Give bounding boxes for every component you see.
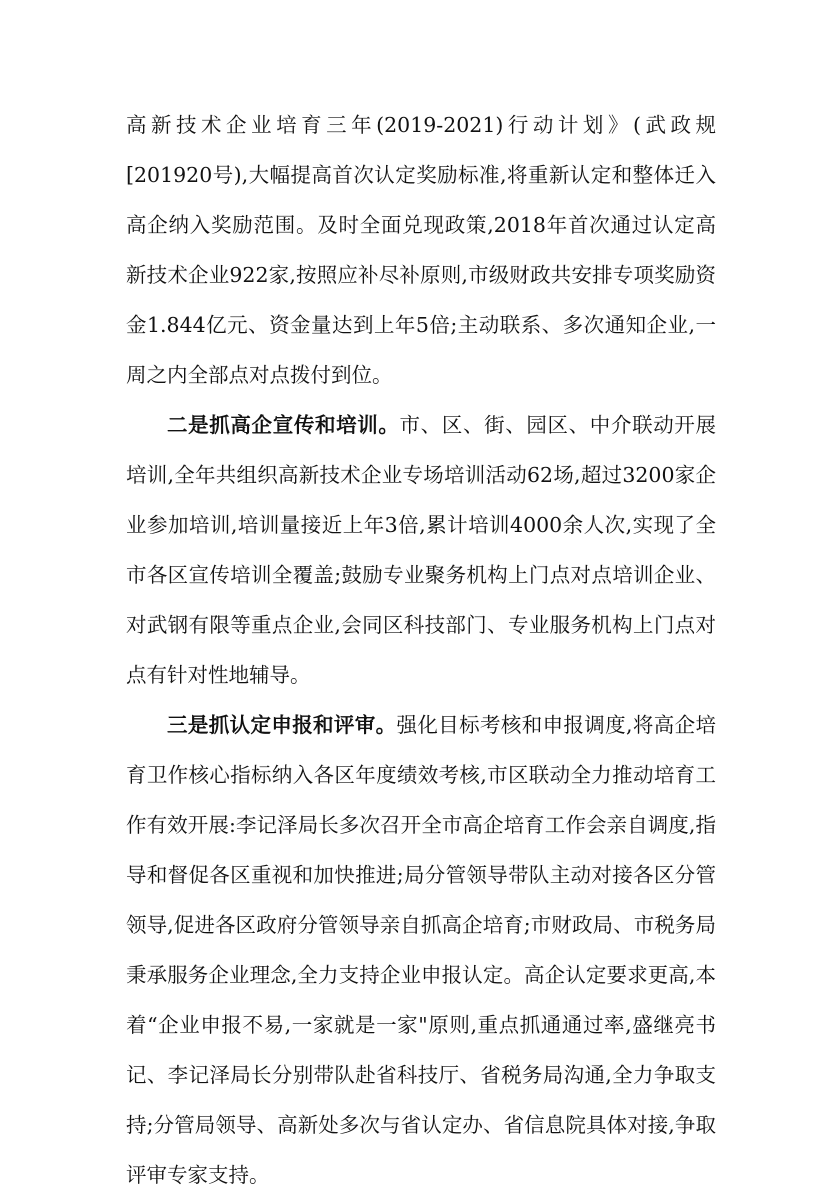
paragraph-text: 强化目标考核和申报调度,将高企培育卫作核心指标纳入各区年度绩效考核,市区联动全力推动培育工作有效开展:李记泽局长多次召开全市高企培育工作会亲自调度,指导和督促各区重视和加快推进;局分管领导带队主动对接各区分管领导,促进各区政府分管领导亲自抓高企培育;市财政局、市税务局秉承服务企业理念,全力支持企业申报认定。高企认定要求更高,本着“企业申报不易,一家就是一家"原则,重点抓通通过率,盛继亮书记、李记泽局长分别带队赴省科技厅、省税务局沟通,全力争取支持;分管局领导、高新处多次与省认定办、省信息院具体对接,争取评审专家支持。 <box>126 713 717 1187</box>
paragraph-publicity-training <box>126 400 716 700</box>
paragraph-certification-review <box>126 700 716 1200</box>
paragraph-continuation <box>126 100 716 400</box>
document-body <box>126 100 716 1200</box>
paragraph-lead-heading: 三是抓认定申报和评审。 <box>167 713 397 737</box>
paragraph-text: 市、区、街、园区、中介联动开展培训,全年共组织高新技术企业专场培训活动62场,超过3200家企业参加培训,培训量接近上年3倍,累计培训4000余人次,实现了全市各区宣传培训全覆盖;鼓励专业聚务机构上门点对点培训企业、对武钢有限等重点企业,会同区科技部门、专业服务机构上门点对点有针对性地辅导。 <box>126 413 717 687</box>
paragraph-lead-heading: 二是抓高企宣传和培训。 <box>167 413 400 437</box>
paragraph-text: 高新技术企业培育三年(2019-2021)行动计划》(武政规[201920号),大幅提高首次认定奖励标准,将重新认定和整体迁入高企纳入奖励范围。及时全面兑现政策,2018年首次通过认定高新技术企业922家,按照应补尽补原则,市级财政共安排专项奖励资金1.844亿元、资金量达到上年5倍;主动联系、多次通知企业,一周之内全部点对点拨付到位。 <box>126 113 716 387</box>
